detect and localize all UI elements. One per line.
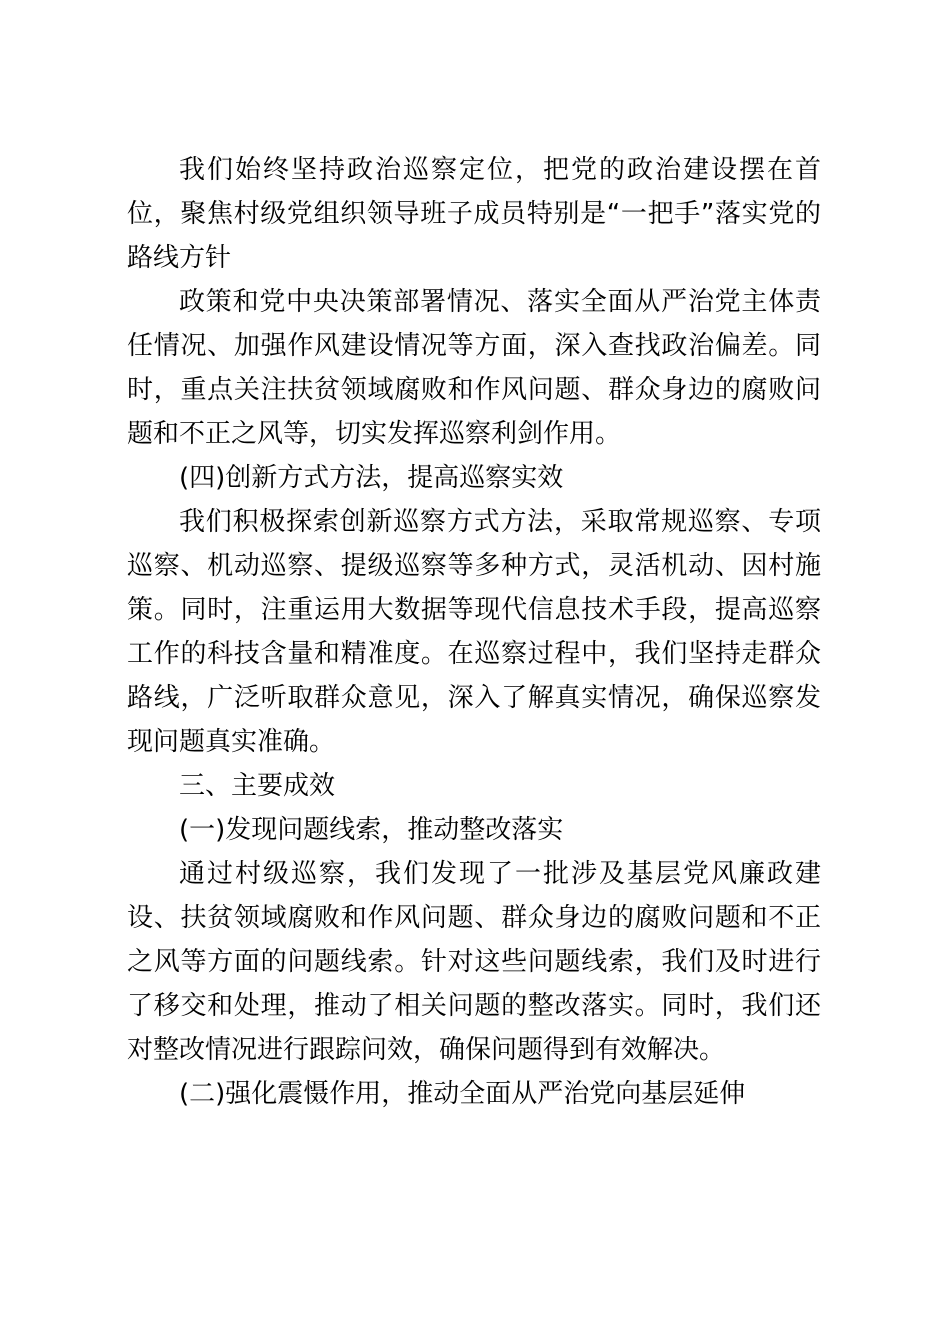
section-subheading: (四)创新方式方法，提高巡察实效 bbox=[179, 463, 564, 493]
section-subheading: (二)强化震慑作用，推动全面从严治党向基层延伸 bbox=[179, 1079, 746, 1109]
section-subheading: (一)发现问题线索，推动整改落实 bbox=[179, 815, 564, 845]
body-paragraph: 通过村级巡察，我们发现了一批涉及基层党风廉政建设、扶贫领域腐败和作风问题、群众身边的腐败问题和不正之风等方面的问题线索。针对这些问题线索，我们及时进行了移交和处理，推动了相关问题的整改落实。同时，我们还对整改情况进行跟踪问效，确保问题得到有效解决。 bbox=[127, 859, 821, 1065]
body-paragraph: 政策和党中央决策部署情况、落实全面从严治党主体责任情况、加强作风建设情况等方面，深入查找政治偏差。同时，重点关注扶贫领域腐败和作风问题、群众身边的腐败问题和不正之风等，切实发挥巡察利剑作用。 bbox=[127, 287, 821, 449]
body-paragraph: 我们始终坚持政治巡察定位，把党的政治建设摆在首位，聚焦村级党组织领导班子成员特别是“一把手”落实党的路线方针 bbox=[127, 155, 821, 273]
section-heading: 三、主要成效 bbox=[179, 771, 336, 801]
body-paragraph: 我们积极探索创新巡察方式方法，采取常规巡察、专项巡察、机动巡察、提级巡察等多种方式，灵活机动、因村施策。同时，注重运用大数据等现代信息技术手段，提高巡察工作的科技含量和精准度。在巡察过程中，我们坚持走群众路线，广泛听取群众意见，深入了解真实情况，确保巡察发现问题真实准确。 bbox=[127, 507, 821, 757]
document-body bbox=[127, 148, 821, 1116]
